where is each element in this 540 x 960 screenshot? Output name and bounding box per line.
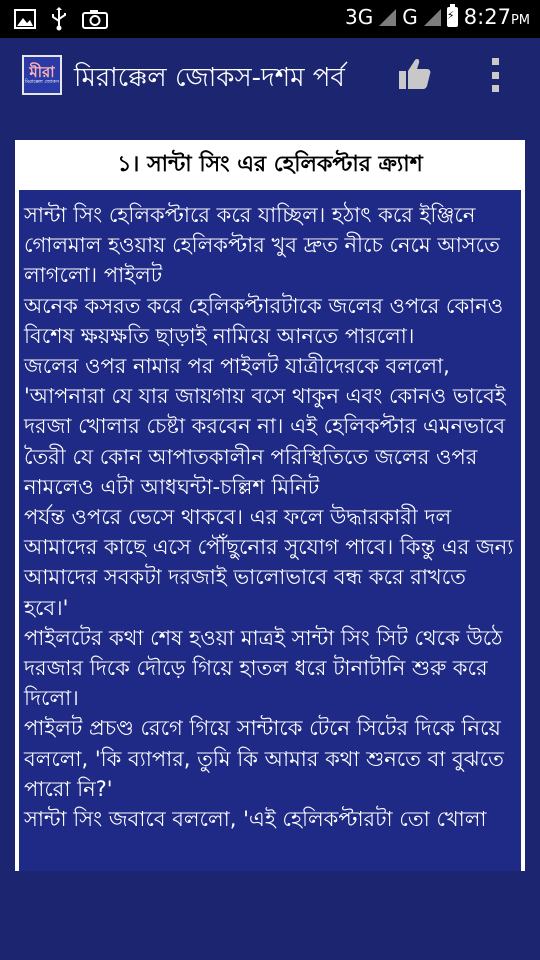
usb-icon (50, 7, 68, 31)
camera-icon (82, 9, 108, 29)
overflow-menu-icon[interactable] (489, 58, 501, 92)
app-title: মিরাক্কেল জোকস-দশম পর্ব (74, 63, 345, 93)
notification-icons (14, 7, 108, 31)
status-indicators (345, 5, 530, 29)
article-body[interactable] (19, 190, 521, 871)
overflow-dot (492, 72, 499, 79)
status-bar (0, 0, 540, 38)
gallery-icon (14, 9, 36, 29)
overflow-dot (492, 58, 499, 65)
signal-icon (379, 9, 396, 26)
network-g-label: G (402, 5, 418, 29)
network-3g-label: 3G (345, 5, 374, 29)
clock-suffix: PM (510, 13, 530, 28)
clock-time: 8:27 (463, 5, 511, 29)
app-bar (0, 38, 540, 110)
app-logo-text: মীরা (29, 63, 55, 81)
article-title: ১। সান্টা সিং এর হেলিকপ্টার ক্র্যাশ (117, 151, 423, 177)
article-text: সান্টা সিং হেলিকপ্টারে করে যাচ্ছিল। হঠাৎ করে ইঞ্জিনে গোলমাল হওয়ায় হেলিকপ্টার খুব দ্রুত নীচে নেমে আসতে লাগলো। পাইলট অনেক কসরত করে হেলিকপ্টারটাকে জলের ওপরে কোনও বিশেষ ক্ষয়ক্ষতি ছাড়াই নামিয়ে আনতে পারলো। জলের ওপর নামার পর পাইলট যাত্রীদেরকে বললো, 'আপনারা যে যার জায়গায় বসে থাকুন এবং কোনও ভাবেই দরজা খোলার চেষ্টা করবেন না। এই হেলিকপ্টার এমনভাবে তৈরী যে কোন আপাতকালীন পরিস্থিতিতে জলের ওপর নামলেও এটা আধঘন্টা-চল্লিশ মিনিট পর্যন্ত ওপরে ভেসে থাকবে। এর ফলে উদ্ধারকারী দল আমাদের কাছে এসে পৌঁছুনোর সুযোগ পাবে। কিন্তু এর জন্য আমাদের সবকটা দরজাই ভালোভাবে বন্ধ করে রাখতে হবে।' পাইলটের কথা শেষ হওয়া মাত্রই সান্টা সিং সিট থেকে উঠে দরজার দিকে দৌড়ে গিয়ে হাতল ধরে টানাটানি শুরু করে দিলো। পাইলট প্রচণ্ড রেগে গিয়ে সান্টাকে টেনে সিটের দিকে নিয়ে বললো, 'কি ব্যাপার, তুমি কি আমার কথা শুনতে বা বুঝতে পারো নি?' সান্টা সিং জবাবে বললো, 'এই হেলিকপ্টারটা তো খোলা (24, 203, 514, 832)
clock (464, 5, 530, 29)
app-logo-caption: মিরাক্কেল জোকস (24, 79, 60, 85)
battery-charging-icon (447, 7, 458, 27)
app-logo (22, 55, 62, 95)
signal-icon-2 (424, 9, 441, 26)
overflow-dot (492, 85, 499, 92)
thumbs-up-icon[interactable] (396, 56, 432, 92)
